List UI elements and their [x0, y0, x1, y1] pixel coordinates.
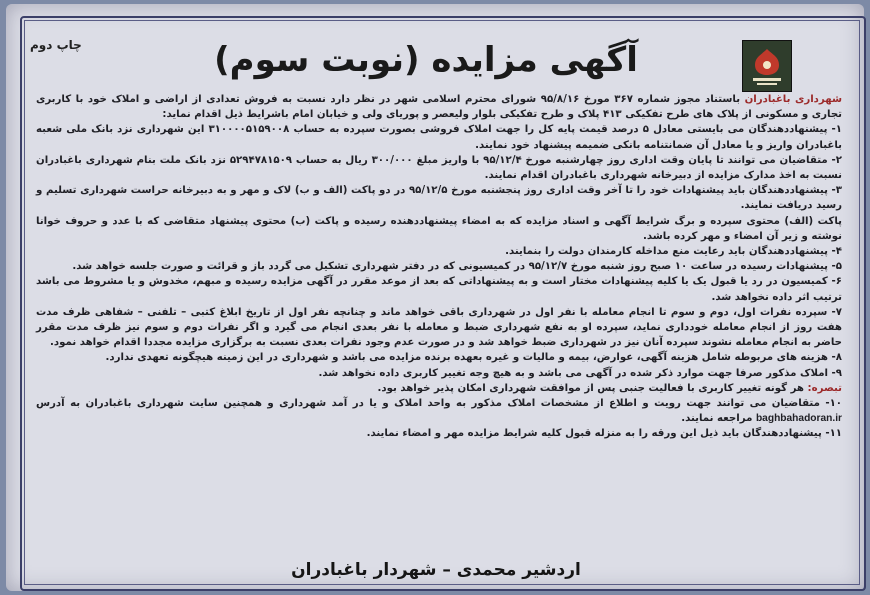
clause-7: ۷- سپرده نفرات اول، دوم و سوم تا انجام معامله با نفر اول در شهرداری باقی خواهد ماند و چنانچه نفر اول از تاریخ ابلاغ کتبی – تلفنی – شفاهی ظرف مدت هفت روز از انجام معامله خودداری نماید، سپرده او به نفع شهرداری ضبط و معامله با نفر بعدی انجام می گیرد و اگر نفرات دوم و سوم نیز ظرف مدت مقرر حاضر به انجام معامله نشوند سپرده آنان نیز در شهرداری ضبط خواهد شد و در صورت عدم وجود نفرات بعدی نسبت به برگزاری مزایده مجددا اقدام خواهد نمود.	[36, 306, 842, 349]
clause-10	[36, 396, 842, 426]
organization-name: شهرداری باغبادران	[744, 94, 842, 105]
note-paragraph	[36, 381, 842, 396]
clause-1: ۱- پیشنهاددهندگان می بایستی معادل ۵ درصد قیمت پایه کل را جهت املاک فروشی بصورت سپرده به حساب ۳۱۰۰۰۰۵۱۵۹۰۰۸ این شهرداری نزد بانک ملی شعبه باغبادران واریز و یا معادل آن ضمانتنامه بانکی ضمیمه پیشنهاد خود نمایند.	[36, 124, 842, 151]
mayor-signature: اردشیر محمدی – شهردار باغبادران	[291, 560, 581, 580]
clause-10-end: مراجعه نمایند.	[681, 413, 756, 425]
website-link[interactable]: baghbahadoran.ir	[755, 413, 842, 425]
intro-paragraph	[36, 92, 842, 122]
note-text: هر گونه تغییر کاربری با فعالیت جنبی پس از موافقت شهرداری امکان پذیر خواهد بود.	[377, 382, 808, 394]
clause-5: ۵- پیشنهادات رسیده در ساعت ۱۰ صبح روز شنبه مورخ ۹۵/۱۲/۷ در کمیسیونی که در دفتر شهرداری تشکیل می گردد باز و قرائت و صورت جلسه خواهد شد.	[72, 261, 842, 273]
clause-envelopes: پاکت (الف) محتوی سپرده و برگ شرایط آگهی و اسناد مزایده که به امضاء پیشنهاددهنده رسیده و پاکت (ب) محتوی پیشنهاد متقاضی که با عدد و حروف خوانا نوشته و زیر آن امضاء و مهر کرده باشد.	[36, 215, 842, 242]
clause-9: ۹- املاک مذکور صرفا جهت موارد ذکر شده در آگهی می باشد و به هیچ وجه تغییر کاربری داده نخواهد شد.	[318, 367, 842, 379]
clause-4: ۴- پیشنهاددهندگان باید رعایت منع مداخله کارمندان دولت را بنمایند.	[505, 246, 842, 258]
edition-label: چاپ دوم	[30, 38, 82, 52]
clause-8: ۸- هزینه های مربوطه شامل هزینه آگهی، عوارض، بیمه و مالیات و غیره بعهده برنده مزایده می باشد و شهرداری در این زمینه هیچگونه تعهدی ندارد.	[105, 352, 842, 364]
note-label: تبصره:	[807, 382, 842, 394]
notice-title: آگهی مزایده (نوبت سوم)	[214, 40, 638, 80]
clause-6: ۶- کمیسیون در رد یا قبول یک یا کلیه پیشنهادات مختار است و به پیشنهاداتی که بعد از موعد مقرر در آگهی مزایده رسیده و مبهم، مخدوش و یا مشروط می باشد ترتیب اثر داده نخواهد شد.	[36, 276, 842, 303]
clause-2: ۲- متقاضیان می توانند تا پایان وقت اداری روز چهارشنبه مورخ ۹۵/۱۲/۴ با واریز مبلغ ۳۰۰/۰۰۰ ریال به حساب ۵۲۹۴۷۸۱۵۰۹ نزد بانک ملت بنام شهرداری باغبادران نسبت به اخذ مدارک مزایده از دبیرخانه شهرداری باغبادران اقدام نمایند.	[36, 154, 842, 182]
notice-body	[36, 92, 842, 442]
intro-text: باستناد مجوز شماره ۳۶۷ مورخ ۹۵/۸/۱۶ شورای محترم اسلامی شهر در نظر دارد نسبت به فروش تعدادی از اراضی و املاک خود با کاربری تجاری و مسکونی از پلاک های طرح تفکیکی ۴۱۳ پلاک و طرح تفکیکی بلوار ولیعصر و پوریای ولی و خیابان امام باشرایط ذیل اقدام نماید:	[36, 94, 842, 121]
clause-3: ۳- پیشنهاددهندگان باید پیشنهادات خود را تا آخر وقت اداری روز پنجشنبه مورخ ۹۵/۱۲/۵ در دو پاکت (الف و ب) لاک و مهر و به دبیرخانه حراست شهرداری تسلیم و رسید دریافت نمایند.	[36, 185, 842, 212]
newspaper-clipping	[6, 4, 864, 591]
clause-10-text: ۱۰- متقاضیان می توانند جهت رویت و اطلاع از مشخصات املاک مذکور به واحد املاک و یا در آمد شهرداری و همچنین سایت شهرداری باغبادران به آدرس	[36, 398, 842, 410]
municipality-emblem-icon	[742, 40, 792, 92]
clause-11: ۱۱- پیشنهاددهندگان باید ذیل این ورقه را به منزله قبول کلیه شرایط مزایده مهر و امضاء نمایند.	[366, 428, 842, 440]
